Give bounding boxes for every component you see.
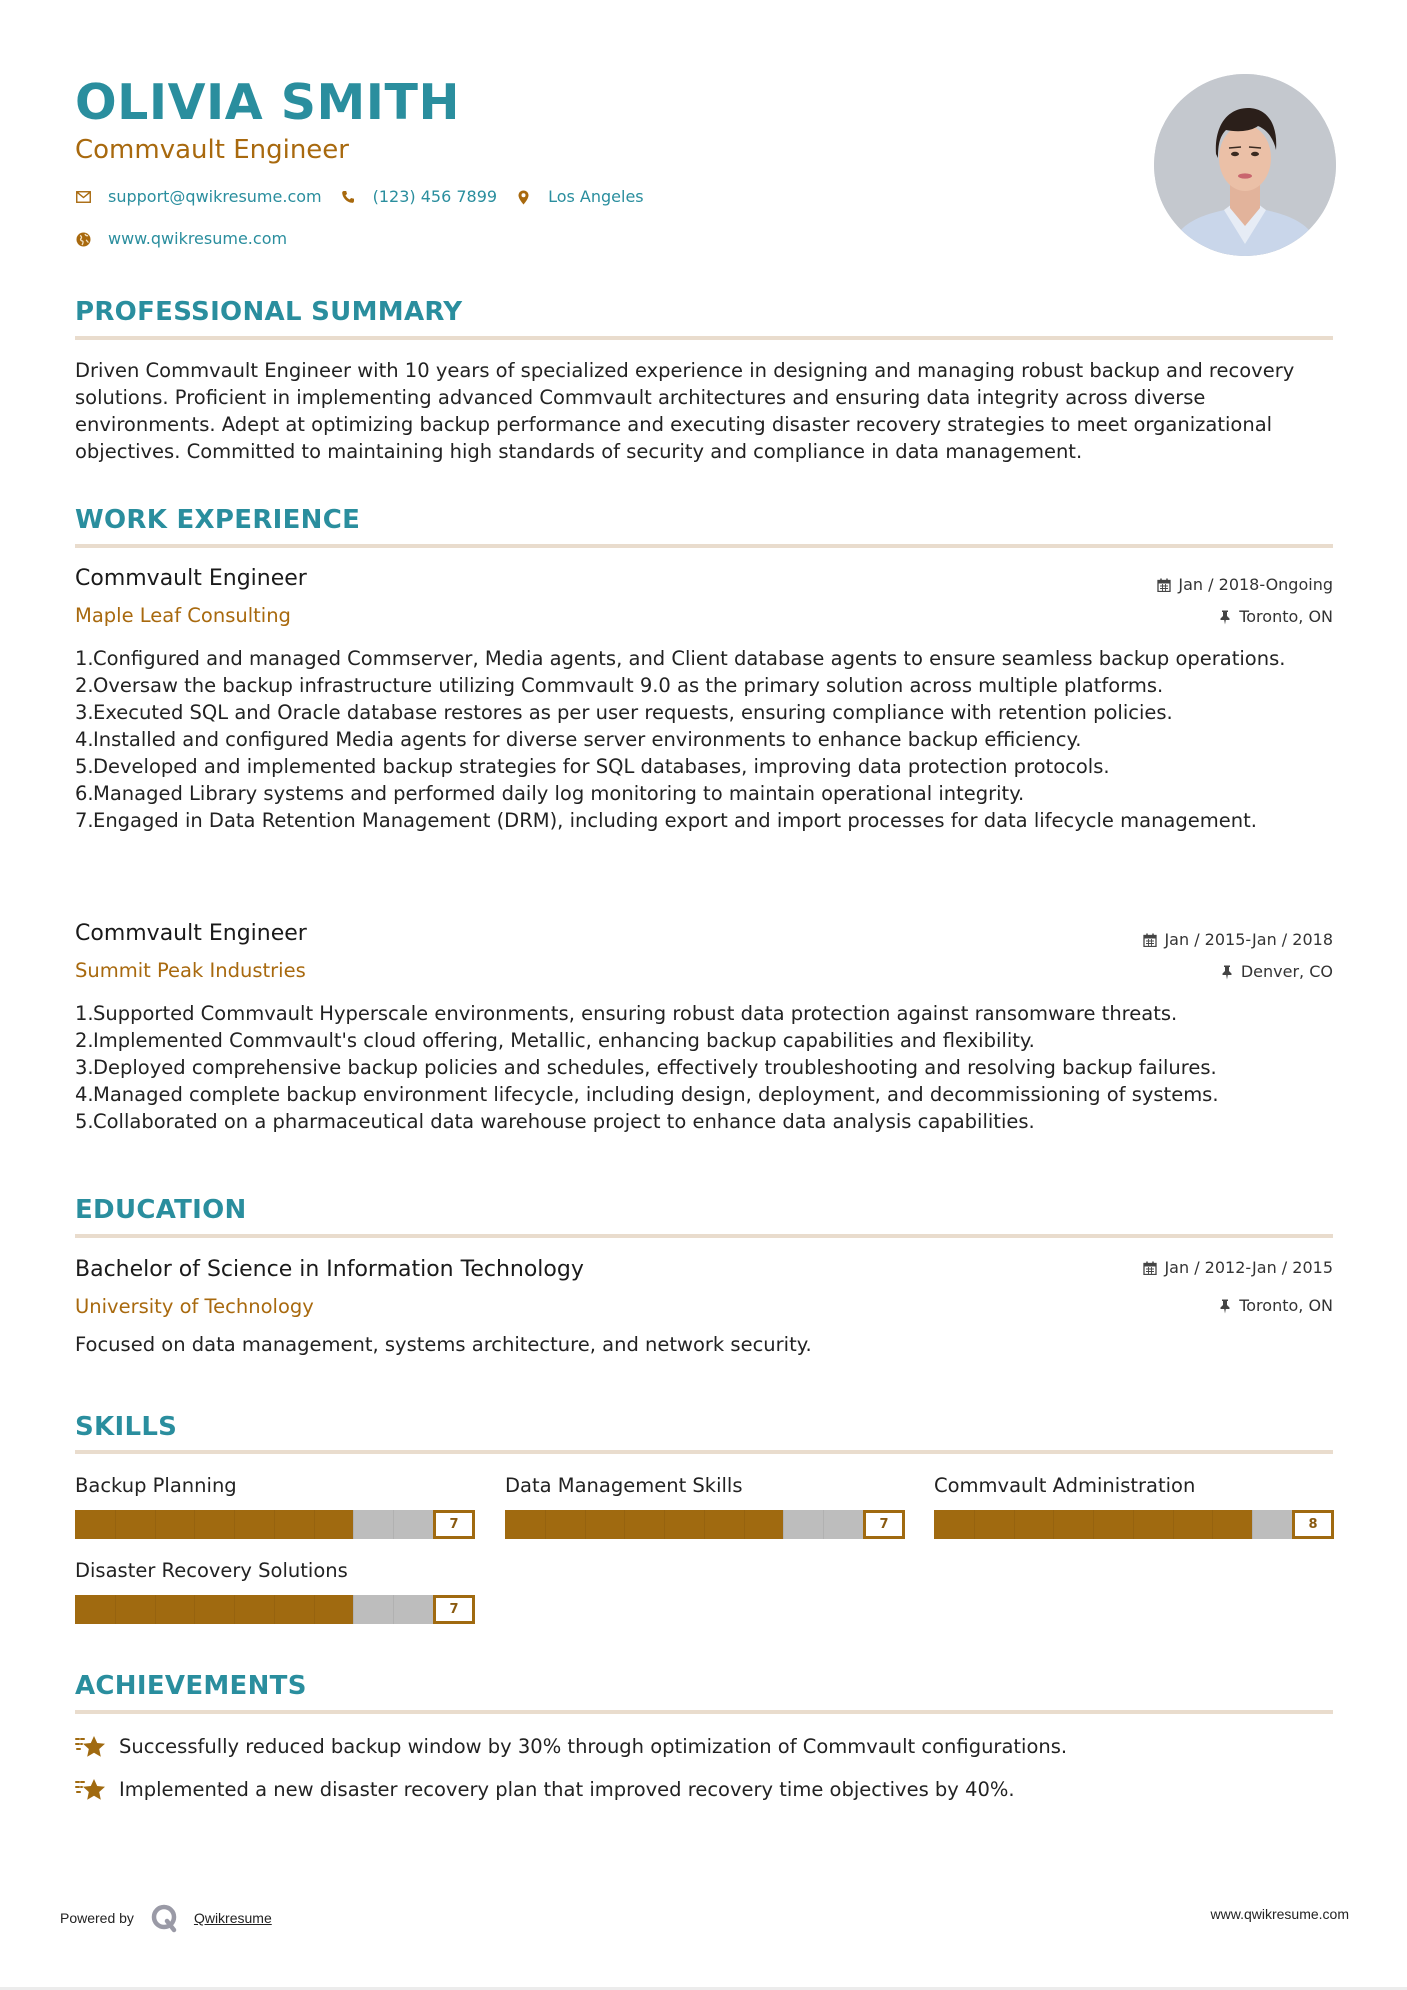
skill-label: Backup Planning	[75, 1474, 237, 1497]
skill-segment	[314, 1510, 354, 1539]
list-item: 1. Configured and managed Commserver, Media agents, and Client database agents to ensure seamless backup operations.	[75, 647, 1286, 670]
skill-segment	[585, 1510, 625, 1539]
map-marker-icon	[515, 189, 531, 205]
list-item: 6. Managed Library systems and performed daily log monitoring to maintain operational integrity.	[75, 782, 1025, 805]
website-text: www.qwikresume.com	[108, 229, 288, 248]
skill-segment	[75, 1595, 115, 1624]
skill-segment	[155, 1595, 195, 1624]
section-divider	[75, 544, 1333, 548]
skill-segment	[1133, 1510, 1173, 1539]
section-heading-experience: WORK EXPERIENCE	[75, 505, 361, 535]
skill-level-bar	[505, 1510, 905, 1539]
skill-segment	[353, 1510, 393, 1539]
skill-segment	[353, 1595, 393, 1624]
skill-segment	[393, 1510, 433, 1539]
dates-text: Jan / 2012-Jan / 2015	[1164, 1258, 1333, 1277]
skill-segment	[704, 1510, 744, 1539]
shooting-star-icon	[75, 1734, 107, 1760]
contact-email[interactable]	[75, 187, 322, 207]
phone-icon	[340, 189, 356, 205]
candidate-title: Commvault Engineer	[75, 135, 349, 165]
skill-segment	[783, 1510, 823, 1539]
job-responsibilities	[75, 645, 1337, 834]
degree-title: Bachelor of Science in Information Technology	[75, 1257, 584, 1282]
skill-item	[75, 1474, 475, 1532]
pushpin-icon	[1217, 609, 1233, 625]
pushpin-icon	[1219, 964, 1235, 980]
contact-phone[interactable]	[340, 187, 497, 207]
skill-segment	[314, 1595, 354, 1624]
shooting-star-icon	[75, 1777, 107, 1803]
skill-segment	[234, 1510, 274, 1539]
location-text: Los Angeles	[548, 187, 644, 206]
skill-segment	[75, 1510, 115, 1539]
company-name: Summit Peak Industries	[75, 959, 306, 982]
section-divider	[75, 336, 1333, 340]
contact-row-secondary	[75, 229, 287, 249]
skill-segment	[1173, 1510, 1213, 1539]
skill-level-bar	[934, 1510, 1334, 1539]
envelope-icon	[75, 189, 91, 205]
skill-level-value: 7	[863, 1510, 905, 1539]
summary-text: Driven Commvault Engineer with 10 years of specialized experience in designing and managing robust backup and recovery solutions. Proficient in implementing advanced Commvault architectures and ensuring data integrity across diverse environments. Adept at optimizing backup performance and executing disaster recovery strategies to meet organizational objectives. Committed to maintaining high standards of security and compliance in data management.	[75, 359, 1295, 463]
profile-photo	[1154, 74, 1336, 256]
achievement-text: Successfully reduced backup window by 30% through optimization of Commvault configurations.	[119, 1735, 1068, 1758]
dates-text: Jan / 2015-Jan / 2018	[1164, 930, 1333, 949]
location-text: Toronto, ON	[1239, 1296, 1333, 1315]
skill-item	[505, 1474, 905, 1532]
skill-level-value: 7	[433, 1595, 475, 1624]
company-name: Maple Leaf Consulting	[75, 604, 291, 627]
calendar-icon	[1156, 577, 1172, 593]
section-heading-education: EDUCATION	[75, 1195, 247, 1225]
skill-segment	[115, 1595, 155, 1624]
skill-segment	[274, 1595, 314, 1624]
skill-label: Commvault Administration	[934, 1474, 1196, 1497]
list-item: 3. Executed SQL and Oracle database restores as per user requests, ensuring compliance with retention policies.	[75, 701, 1173, 724]
skill-segment	[393, 1595, 433, 1624]
list-item: 5. Collaborated on a pharmaceutical data warehouse project to enhance data analysis capabilities.	[75, 1110, 1035, 1133]
skill-segment	[974, 1510, 1014, 1539]
dates-text: Jan / 2018-Ongoing	[1178, 575, 1333, 594]
section-heading-summary: PROFESSIONAL SUMMARY	[75, 297, 463, 327]
skill-segment	[664, 1510, 704, 1539]
powered-by-label: Powered by	[60, 1910, 134, 1926]
list-item: 4. Managed complete backup environment lifecycle, including design, deployment, and decommissioning of systems.	[75, 1083, 1219, 1106]
qwikresume-logo-icon	[150, 1903, 180, 1933]
list-item: 5. Developed and implemented backup strategies for SQL databases, improving data protection protocols.	[75, 755, 1110, 778]
candidate-name: OLIVIA SMITH	[75, 74, 460, 131]
job-location	[1217, 607, 1333, 627]
list-item: 7. Engaged in Data Retention Management (DRM), including export and import processes for data lifecycle management.	[75, 809, 1257, 832]
skill-label: Data Management Skills	[505, 1474, 743, 1497]
education-dates	[1142, 1258, 1333, 1278]
list-item: 4. Installed and configured Media agents for diverse server environments to enhance backup efficiency.	[75, 728, 1082, 751]
job-dates	[1142, 930, 1333, 950]
skill-segment	[823, 1510, 863, 1539]
section-divider	[75, 1710, 1333, 1714]
job-responsibilities	[75, 1000, 1337, 1135]
skill-item	[934, 1474, 1334, 1532]
powered-by	[60, 1903, 272, 1933]
section-divider	[75, 1450, 1333, 1454]
education-location	[1217, 1296, 1333, 1316]
contact-website[interactable]	[75, 229, 287, 249]
phone-text: (123) 456 7899	[372, 187, 498, 206]
achievement-text: Implemented a new disaster recovery plan that improved recovery time objectives by 40%.	[119, 1778, 1015, 1801]
skill-segment	[1014, 1510, 1054, 1539]
education-description: Focused on data management, systems architecture, and network security.	[75, 1333, 812, 1356]
job-title: Commvault Engineer	[75, 921, 307, 946]
globe-icon	[75, 231, 91, 247]
school-name: University of Technology	[75, 1295, 314, 1318]
skill-segment	[194, 1595, 234, 1624]
footer-website-link[interactable]: www.qwikresume.com	[1210, 1906, 1349, 1922]
email-text: support@qwikresume.com	[108, 187, 322, 206]
achievement-item	[75, 1777, 1015, 1803]
skill-segment	[1212, 1510, 1252, 1539]
job-title: Commvault Engineer	[75, 566, 307, 591]
skill-level-bar	[75, 1510, 475, 1539]
list-item: 2. Implemented Commvault's cloud offering, Metallic, enhancing backup capabilities and flexibility.	[75, 1029, 1035, 1052]
skill-segment	[155, 1510, 195, 1539]
section-heading-achievements: ACHIEVEMENTS	[75, 1671, 307, 1701]
skill-level-bar	[75, 1595, 475, 1624]
list-item: 3. Deployed comprehensive backup policies and schedules, effectively troubleshooting and resolving backup failures.	[75, 1056, 1217, 1079]
skill-segment	[934, 1510, 974, 1539]
location-text: Toronto, ON	[1239, 607, 1333, 626]
list-item: 2. Oversaw the backup infrastructure utilizing Commvault 9.0 as the primary solution across multiple platforms.	[75, 674, 1164, 697]
pushpin-icon	[1217, 1298, 1233, 1314]
achievement-item	[75, 1734, 1067, 1760]
skill-label: Disaster Recovery Solutions	[75, 1559, 348, 1582]
skill-segment	[234, 1595, 274, 1624]
calendar-icon	[1142, 932, 1158, 948]
section-divider	[75, 1234, 1333, 1238]
skill-segment	[545, 1510, 585, 1539]
contact-location	[515, 187, 644, 207]
skill-segment	[1252, 1510, 1292, 1539]
location-text: Denver, CO	[1240, 962, 1333, 981]
skill-level-value: 7	[433, 1510, 475, 1539]
skill-segment	[274, 1510, 314, 1539]
section-heading-skills: SKILLS	[75, 1412, 178, 1442]
skill-segment	[115, 1510, 155, 1539]
qwikresume-link[interactable]: Qwikresume	[193, 1910, 272, 1926]
calendar-icon	[1142, 1260, 1158, 1276]
skill-item	[75, 1559, 475, 1617]
job-location	[1219, 962, 1333, 982]
contact-row-primary	[75, 187, 644, 207]
skill-segment	[1093, 1510, 1133, 1539]
skill-segment	[744, 1510, 784, 1539]
list-item: 1. Supported Commvault Hyperscale environments, ensuring robust data protection against ransomware threats.	[75, 1002, 1178, 1025]
job-dates	[1156, 575, 1333, 595]
skill-segment	[194, 1510, 234, 1539]
skill-level-value: 8	[1292, 1510, 1334, 1539]
skill-segment	[1053, 1510, 1093, 1539]
skill-segment	[505, 1510, 545, 1539]
skill-segment	[624, 1510, 664, 1539]
